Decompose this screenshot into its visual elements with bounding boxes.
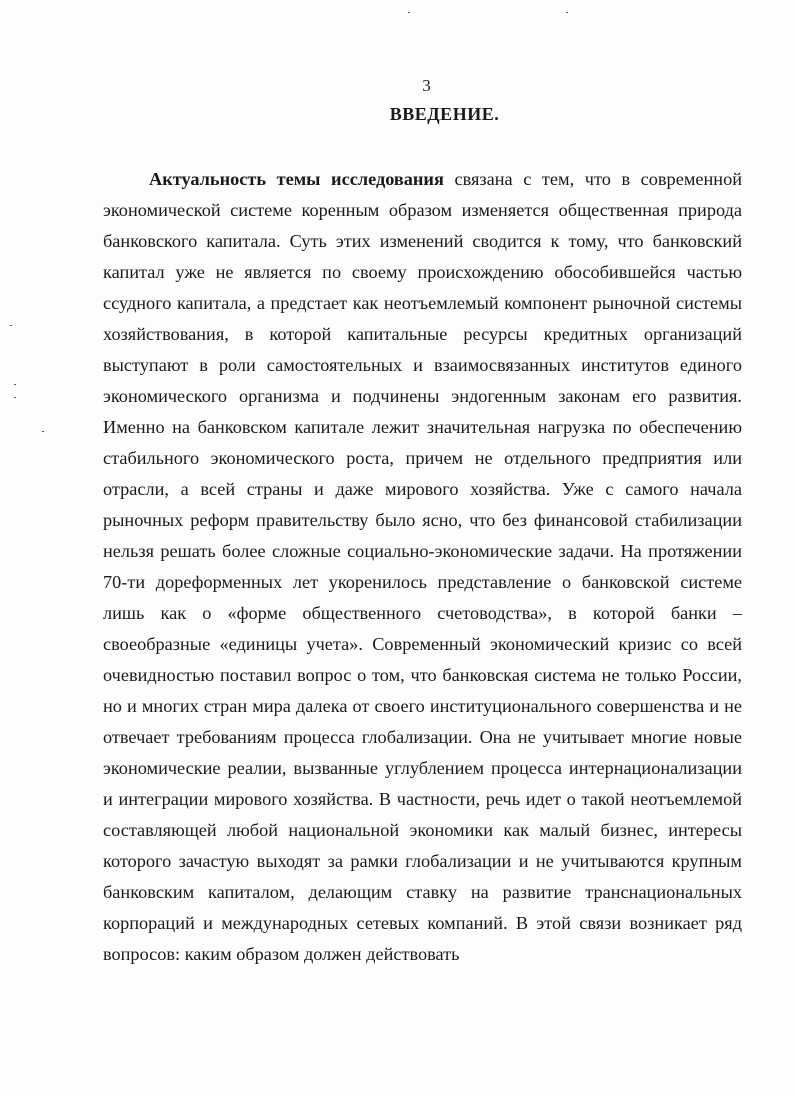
body-paragraph (103, 164, 742, 970)
section-heading: ВВЕДЕНИЕ. (389, 104, 500, 124)
scan-speck (408, 12, 410, 13)
paragraph-lead: Актуальность темы исследования (149, 169, 444, 189)
paragraph-text: связана с тем, что в современной экономической системе коренным образом изменяется общественная природа банковского капитала. Суть этих изменений сводится к тому, что банковский капитал уже не является по своему происхождению обособившейся частью ссудного капитала, а предстает как неотъемлемый компонент рыночной системы хозяйствования, в которой капитальные ресурсы кредитных организаций выступают в роли самостоятельных и взаимосвязанных институтов единого экономического организма и подчинены эндогенным законам его развития. Именно на банковском капитале лежит значительная нагрузка по обеспечению стабильного экономического роста, причем не отдельного предприятия или отрасли, а всей страны и даже мирового хозяйства. Уже с самого начала рыночных реформ правительству было ясно, что без финансовой стабилизации нельзя решать более сложные социально-экономические задачи. На протяжении 70-ти дореформенных лет укоренилось представление о банковской системе лишь как о «форме общественного счетоводства», в которой банки – своеобразные «единицы учета». Современный экономический кризис со всей очевидностью поставил вопрос о том, что банковская система не только России, но и многих стран мира далека от своего институционального совершенства и не отвечает требованиям процесса глобализации. Она не учитывает многие новые экономические реалии, вызванные углублением процесса интернационализации и интеграции мирового хозяйства. В частности, речь идет о такой неотъемлемой составляющей любой национальной экономики как малый бизнес, интересы которого зачастую выходят за рамки глобализации и не учитываются крупным банковским капиталом, делающим ставку на развитие транснациональных корпораций и международных сетевых компаний. В этой связи возникает ряд вопросов: каким образом должен действовать (103, 169, 742, 964)
page-number: 3 (422, 76, 431, 95)
scan-speck (42, 431, 44, 432)
scan-speck (14, 384, 16, 385)
scan-speck (14, 397, 16, 398)
scan-speck (10, 325, 12, 326)
scan-speck (566, 12, 568, 13)
